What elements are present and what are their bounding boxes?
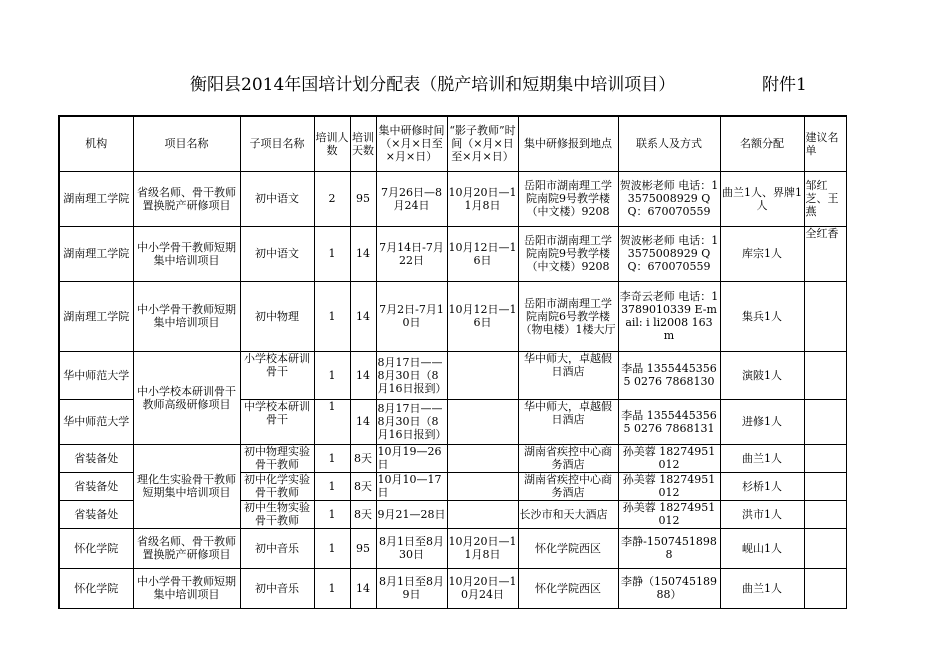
shadow-cell: 10月20日—11月8日 (447, 528, 518, 568)
days-cell: 95 (350, 528, 376, 568)
project-cell: 省级名师、骨干教师置换脱产研修项目 (133, 528, 240, 568)
names-cell (804, 351, 846, 399)
table-row (59, 171, 846, 226)
contact-cell: 李静-15074518988 (618, 528, 720, 568)
table-row (59, 568, 846, 608)
quota-cell: 演陂1人 (720, 351, 804, 399)
header-days: 培训天数 (350, 116, 376, 171)
project-cell: 中小学骨干教师短期集中培训项目 (133, 568, 240, 608)
names-cell (804, 281, 846, 351)
period-cell: 8月1日至8月9日 (376, 568, 447, 608)
subproject-cell: 初中生物实验骨干教师 (240, 500, 314, 528)
header-quota: 名额分配 (720, 116, 804, 171)
people-cell: 1 (314, 568, 350, 608)
place-cell: 岳阳市湖南理工学院南院9号教学楼（中文楼）9208 (518, 171, 618, 226)
quota-cell: 曲兰1人 (720, 444, 804, 472)
names-cell (804, 528, 846, 568)
place-cell: 华中师大，卓越假日酒店 (518, 399, 618, 444)
subproject-cell: 初中化学实验骨干教师 (240, 472, 314, 500)
place-cell: 怀化学院西区 (518, 568, 618, 608)
table-row (59, 528, 846, 568)
days-cell: 14 (350, 351, 376, 399)
subproject-cell: 中学校本研训骨干 (240, 399, 314, 444)
people-cell: 1 (314, 528, 350, 568)
header-names: 建议名单 (804, 116, 846, 171)
table-row (59, 444, 846, 472)
days-cell: 8天 (350, 444, 376, 472)
days-cell: 14 (350, 281, 376, 351)
quota-cell: 库宗1人 (720, 226, 804, 281)
org-cell: 湖南理工学院 (59, 226, 133, 281)
place-cell: 湖南省疾控中心商务酒店 (518, 472, 618, 500)
names-cell (804, 568, 846, 608)
shadow-cell (447, 444, 518, 472)
quota-cell: 洪市1人 (720, 500, 804, 528)
header-subproject: 子项目名称 (240, 116, 314, 171)
header-place: 集中研修报到地点 (518, 116, 618, 171)
subproject-cell: 初中物理 (240, 281, 314, 351)
header-contact: 联系人及方式 (618, 116, 720, 171)
contact-cell: 孙美蓉 18274951012 (618, 500, 720, 528)
contact-cell: 李静（15074518988） (618, 568, 720, 608)
contact-cell: 孙美蓉 18274951012 (618, 472, 720, 500)
project-cell: 中小学骨干教师短期集中培训项目 (133, 226, 240, 281)
contact-cell: 孙美蓉 18274951012 (618, 444, 720, 472)
shadow-cell: 10月12日—16日 (447, 281, 518, 351)
people-cell: 1 (314, 226, 350, 281)
people-cell: 1 (314, 444, 350, 472)
names-cell (804, 399, 846, 444)
names-cell (804, 444, 846, 472)
days-cell: 8天 (350, 500, 376, 528)
people-cell: 2 (314, 171, 350, 226)
place-cell: 长沙市和天大酒店 (518, 500, 618, 528)
annex-label: 附件1 (762, 75, 807, 95)
allocation-table (58, 115, 847, 609)
org-cell: 省装备处 (59, 444, 133, 472)
people-cell: 1 (314, 399, 350, 444)
org-cell: 湖南理工学院 (59, 171, 133, 226)
people-cell: 1 (314, 472, 350, 500)
place-cell: 怀化学院西区 (518, 528, 618, 568)
people-cell: 1 (314, 351, 350, 399)
place-cell: 岳阳市湖南理工学院南院6号教学楼（物电楼）1楼大厅 (518, 281, 618, 351)
days-cell: 14 (350, 226, 376, 281)
header-org: 机构 (59, 116, 133, 171)
page-title: 衡阳县2014年国培计划分配表（脱产培训和短期集中培训项目） (190, 75, 676, 95)
quota-cell: 集兵1人 (720, 281, 804, 351)
header-project: 项目名称 (133, 116, 240, 171)
period-cell: 8月17日——8月30日（8月16日报到） (376, 351, 447, 399)
shadow-cell (447, 351, 518, 399)
org-cell: 省装备处 (59, 500, 133, 528)
table-row (59, 226, 846, 281)
names-cell (804, 472, 846, 500)
period-cell: 10月10—17日 (376, 472, 447, 500)
project-cell: 理化生实验骨干教师短期集中培训项目 (133, 444, 240, 528)
org-cell: 省装备处 (59, 472, 133, 500)
org-cell: 华中师范大学 (59, 399, 133, 444)
project-cell: 中小学骨干教师短期集中培训项目 (133, 281, 240, 351)
days-cell: 14 (350, 568, 376, 608)
shadow-cell: 10月12日—16日 (447, 226, 518, 281)
names-cell: 全红香 (804, 226, 846, 281)
org-cell: 华中师范大学 (59, 351, 133, 399)
quota-cell: 曲兰1人 (720, 568, 804, 608)
subproject-cell: 初中语文 (240, 226, 314, 281)
contact-cell: 贺波彬老师 电话：13575008929 QQ：670070559 (618, 226, 720, 281)
subproject-cell: 小学校本研训骨干 (240, 351, 314, 399)
days-cell: 95 (350, 171, 376, 226)
place-cell: 岳阳市湖南理工学院南院9号教学楼（中文楼）9208 (518, 226, 618, 281)
contact-cell: 李奇云老师 电话：13789010339 E-mail: i li2008 163 m (618, 281, 720, 351)
contact-cell: 李晶 13554453565 0276 7868131 (618, 399, 720, 444)
place-cell: 华中师大，卓越假日酒店 (518, 351, 618, 399)
contact-cell: 李晶 13554453565 0276 7868130 (618, 351, 720, 399)
names-cell: 邹红芝、王燕 (804, 171, 846, 226)
header-period: 集中研修时间（×月×日至×月×日） (376, 116, 447, 171)
subproject-cell: 初中音乐 (240, 568, 314, 608)
people-cell: 1 (314, 281, 350, 351)
shadow-cell (447, 500, 518, 528)
quota-cell: 杉桥1人 (720, 472, 804, 500)
period-cell: 7月2日-7月10日 (376, 281, 447, 351)
org-cell: 怀化学院 (59, 528, 133, 568)
org-cell: 怀化学院 (59, 568, 133, 608)
period-cell: 7月26日—8月24日 (376, 171, 447, 226)
period-cell: 8月17日——8月30日（8月16日报到） (376, 399, 447, 444)
project-cell: 省级名师、骨干教师置换脱产研修项目 (133, 171, 240, 226)
quota-cell: 曲兰1人、界牌1人 (720, 171, 804, 226)
days-cell: 8天 (350, 472, 376, 500)
project-cell: 中小学校本研训骨干教师高级研修项目 (133, 351, 240, 444)
period-cell: 8月1日至8月30日 (376, 528, 447, 568)
names-cell (804, 500, 846, 528)
header-people: 培训人数 (314, 116, 350, 171)
shadow-cell: 10月20日—10月24日 (447, 568, 518, 608)
table-row (59, 281, 846, 351)
period-cell: 10月19—26日 (376, 444, 447, 472)
quota-cell: 岘山1人 (720, 528, 804, 568)
shadow-cell (447, 399, 518, 444)
period-cell: 7月14日-7月22日 (376, 226, 447, 281)
quota-cell: 进修1人 (720, 399, 804, 444)
shadow-cell (447, 472, 518, 500)
shadow-cell: 10月20日—11月8日 (447, 171, 518, 226)
period-cell: 9月21—28日 (376, 500, 447, 528)
subproject-cell: 初中物理实验骨干教师 (240, 444, 314, 472)
place-cell: 湖南省疾控中心商务酒店 (518, 444, 618, 472)
header-row (59, 116, 846, 171)
org-cell: 湖南理工学院 (59, 281, 133, 351)
header-shadow: “影子教师”时间（×月×日至×月×日） (447, 116, 518, 171)
subproject-cell: 初中语文 (240, 171, 314, 226)
people-cell: 1 (314, 500, 350, 528)
days-cell: 14 (350, 399, 376, 444)
subproject-cell: 初中音乐 (240, 528, 314, 568)
table-row (59, 351, 846, 399)
contact-cell: 贺波彬老师 电话：13575008929 QQ：670070559 (618, 171, 720, 226)
